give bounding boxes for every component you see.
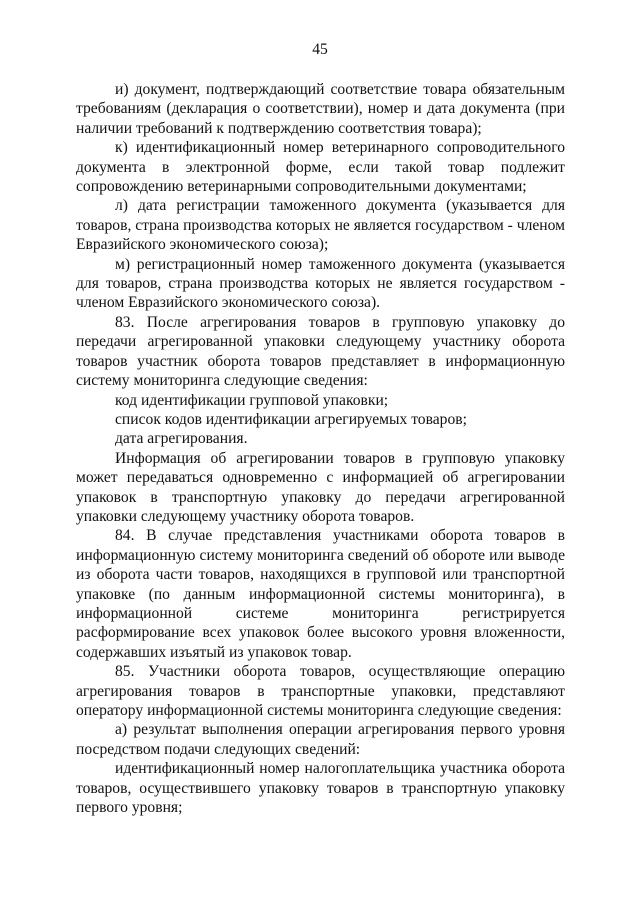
list-item-group-code: код идентификации групповой упаковки; <box>115 391 389 409</box>
paragraph-84: 84. В случае представления участниками оборота товаров в информационную систему мониторинга сведений об обороте или выводе из оборота части товаров, находящихся в групповой или транспортной упаковке (по данным информационной системы мониторинга), в информационной системе мониторинга регистрируется расформирование всех упаковок более высокого уровня вложенности, содержавших изъятый из упаковок товар. <box>76 527 565 661</box>
paragraph-inn: идентификационный номер налогоплательщика участника оборота товаров, осуществившего упаковку товаров в транспортную упаковку первого уровня; <box>76 760 565 817</box>
page-number: 45 <box>312 41 328 58</box>
paragraph-85: 85. Участники оборота товаров, осуществляющие операцию агрегирования товаров в транспортные упаковки, представляют оператору информационной системы мониторинга следующие сведения: <box>76 663 565 719</box>
paragraph-l-customs-date: л) дата регистрации таможенного документа (указывается для товаров, страна производства которых не является государством - членом Евразийского экономического союза); <box>76 197 565 254</box>
paragraph-83: 83. После агрегирования товаров в групповую упаковку до передачи агрегированной упаковки следующему участнику оборота товаров участник оборота товаров представляет в информационную систему мониторинга следующие сведения: <box>76 313 565 390</box>
list-item-code-list: список кодов идентификации агрегируемых товаров; <box>115 410 467 428</box>
paragraph-aggregation-info: Информация об агрегировании товаров в групповую упаковку может передаваться одновременно с информацией об агрегировании упаковок в транспортную упаковку до передачи агрегированной упаковки следующему участнику оборота товаров. <box>76 449 565 525</box>
paragraph-m-customs-number: м) регистрационный номер таможенного документа (указывается для товаров, страна производства которых не является государством - членом Евразийского экономического союза). <box>76 255 565 312</box>
paragraph-k-vet-document: к) идентификационный номер ветеринарного сопроводительного документа в электронной форме, если такой товар подлежит сопровождению ветеринарными сопроводительными документами; <box>76 139 565 196</box>
list-item-aggregation-date: дата агрегирования. <box>115 430 248 448</box>
paragraph-i-document: и) документ, подтверждающий соответствие товара обязательным требованиям (декларация о соответствии), номер и дата документа (при наличии требований к подтверждению соответствия товара); <box>76 81 565 137</box>
paragraph-85-a: а) результат выполнения операции агрегирования первого уровня посредством подачи следующих сведений: <box>76 721 565 758</box>
document-body <box>76 80 565 817</box>
